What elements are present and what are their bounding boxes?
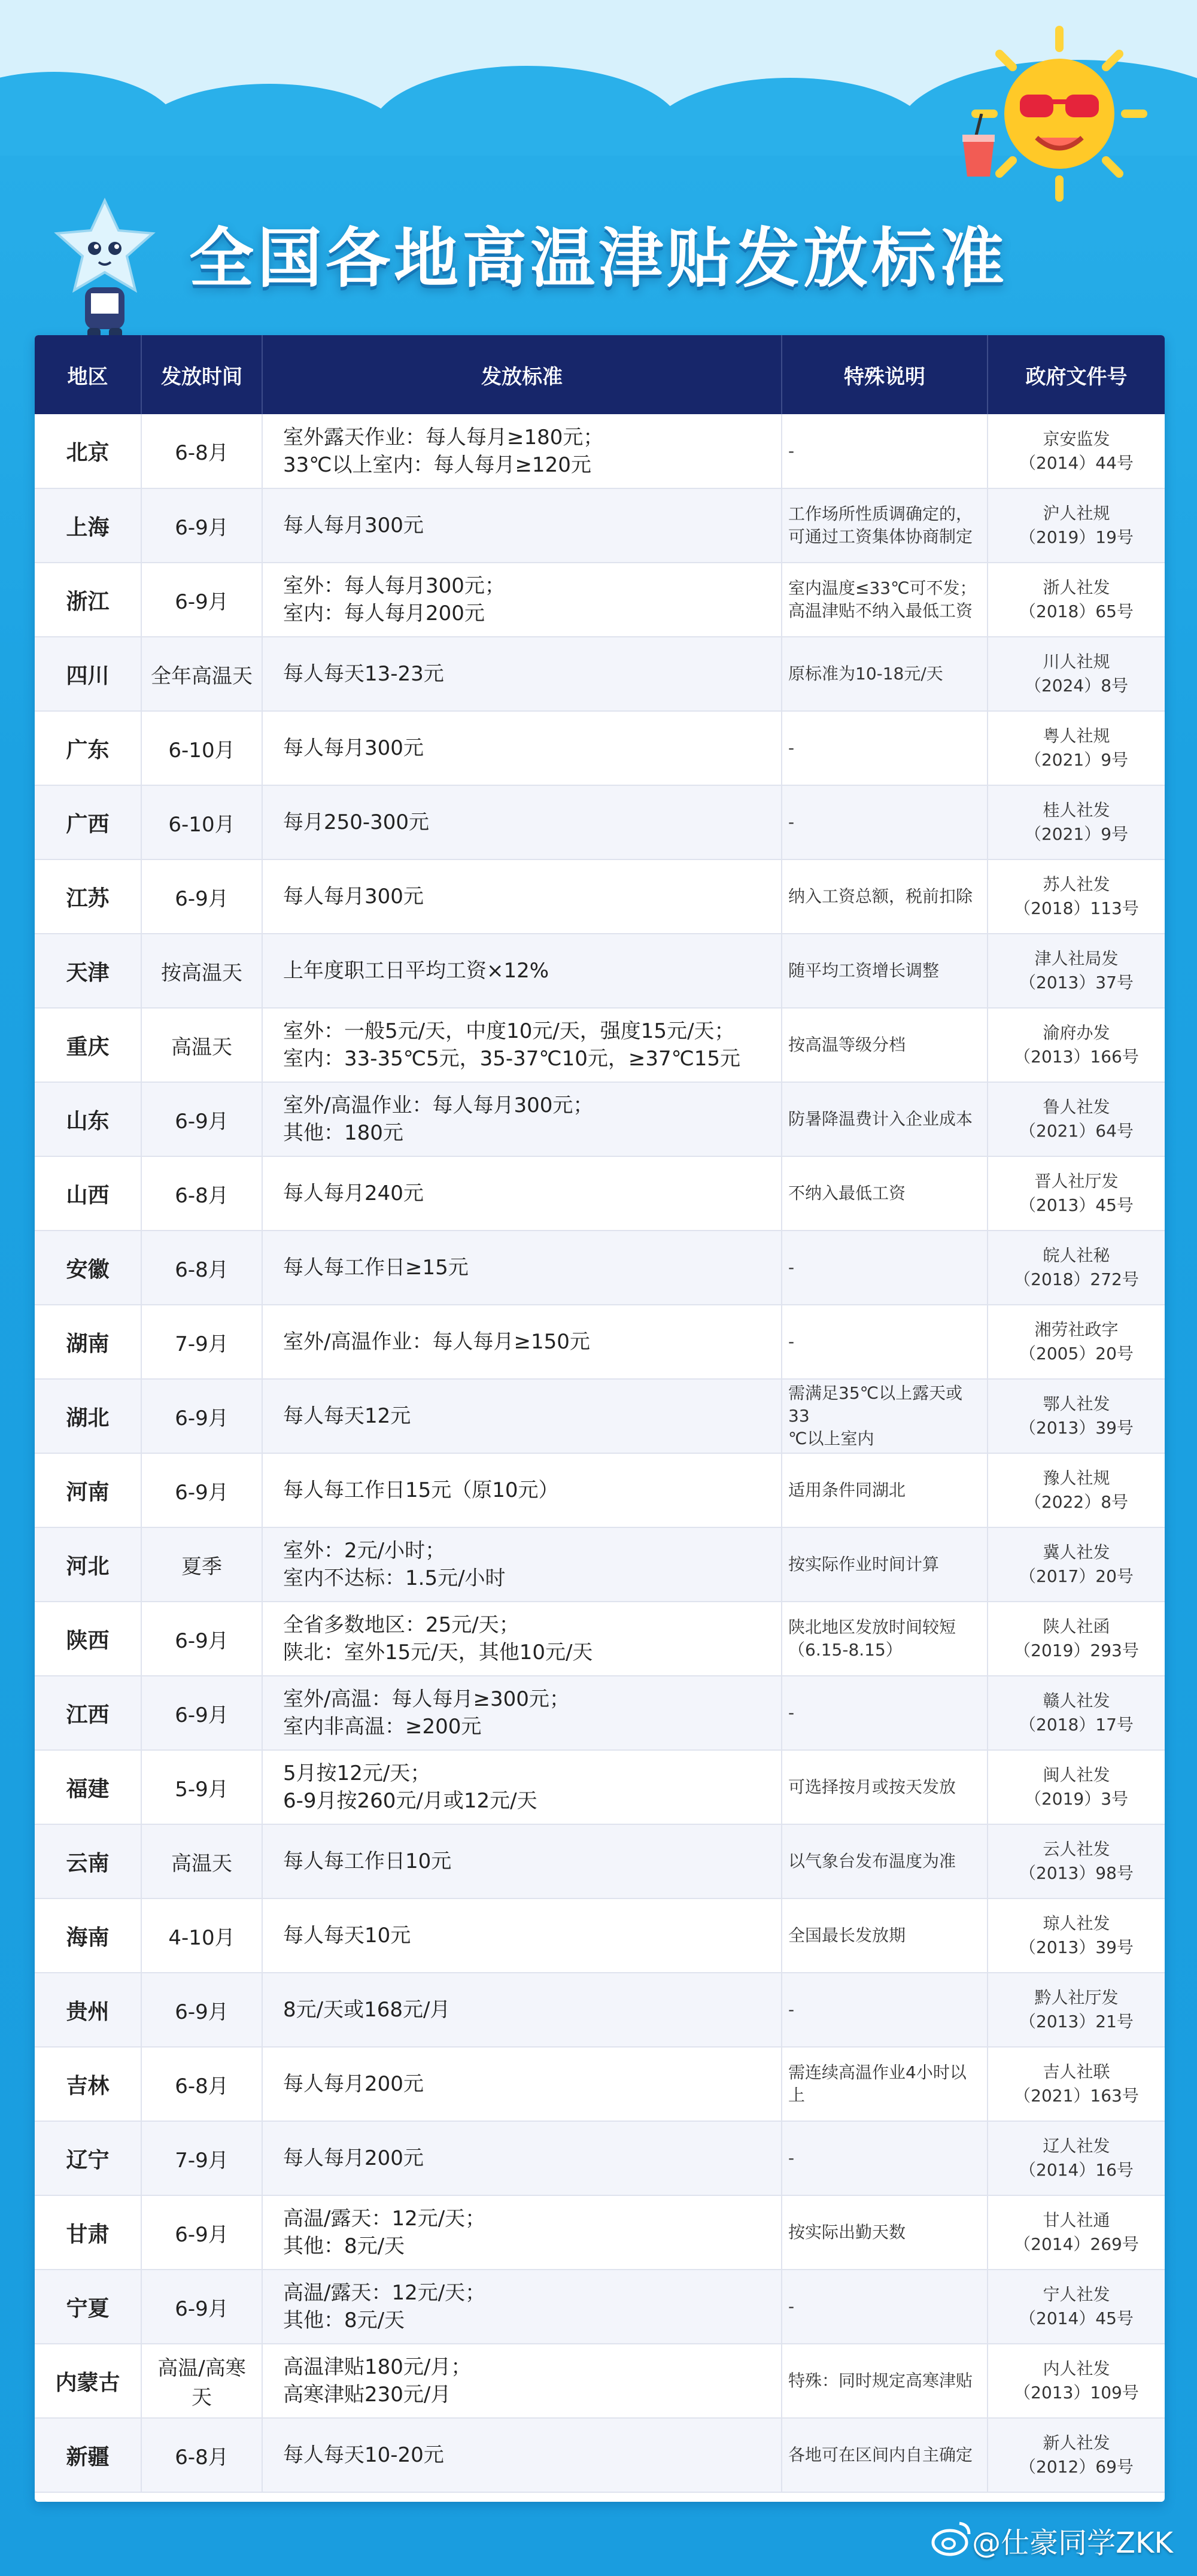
column-header-doc: 政府文件号 [1025, 364, 1128, 389]
column-header-period: 发放时间 [141, 335, 262, 414]
cell-region: 福建 [35, 1750, 141, 1824]
cell-region: 宁夏 [35, 2270, 141, 2344]
cell-region: 河南 [35, 1453, 141, 1527]
cell-standard: 每月250-300元 [262, 785, 782, 859]
subsidy-table [35, 335, 1165, 2493]
cell-standard: 室外/高温作业：每人每月≥150元 [262, 1305, 782, 1379]
cell-note: 特殊：同时规定高寒津贴 [782, 2344, 988, 2418]
cell-region: 重庆 [35, 1008, 141, 1082]
cell-region: 天津 [35, 934, 141, 1008]
cell-region: 海南 [35, 1898, 141, 1973]
table-row [35, 2270, 1165, 2344]
cell-note: 适用条件同湖北 [782, 1453, 988, 1527]
cell-doc: 辽人社发 （2014）16号 [988, 2121, 1165, 2195]
cell-region: 内蒙古 [35, 2344, 141, 2418]
cell-standard: 每人每天10-20元 [262, 2418, 782, 2492]
cell-note: - [782, 711, 988, 785]
cell-standard: 每人每天12元 [262, 1379, 782, 1453]
cell-doc: 浙人社发 （2018）65号 [988, 563, 1165, 637]
cell-region: 山西 [35, 1156, 141, 1231]
weibo-icon [931, 2519, 973, 2557]
cell-note: 原标准为10-18元/天 [782, 637, 988, 711]
cell-note: - [782, 2121, 988, 2195]
cell-doc: 内人社发 （2013）109号 [988, 2344, 1165, 2418]
table-row [35, 1602, 1165, 1676]
cell-region: 陕西 [35, 1602, 141, 1676]
cell-doc: 川人社规 （2024）8号 [988, 637, 1165, 711]
cell-note: 工作场所性质调确定的， 可通过工资集体协商制定 [782, 488, 988, 563]
cell-doc: 皖人社秘 （2018）272号 [988, 1231, 1165, 1305]
table-row [35, 1676, 1165, 1750]
table-row [35, 1082, 1165, 1156]
cell-standard: 每人每工作日15元（原10元） [262, 1453, 782, 1527]
cell-note: - [782, 785, 988, 859]
cell-doc: 赣人社发 （2018）17号 [988, 1676, 1165, 1750]
cell-doc: 琼人社发 （2013）39号 [988, 1898, 1165, 1973]
cell-period: 6-9月 [141, 859, 262, 934]
cell-doc: 苏人社发 （2018）113号 [988, 859, 1165, 934]
column-header-region: 地区 [35, 335, 141, 414]
cell-period: 6-8月 [141, 414, 262, 488]
table-row [35, 2121, 1165, 2195]
cell-note: 不纳入最低工资 [782, 1156, 988, 1231]
cell-note: - [782, 1305, 988, 1379]
table-row [35, 711, 1165, 785]
cell-doc: 渝府办发 （2013）166号 [988, 1008, 1165, 1082]
cell-period: 高温天 [141, 1824, 262, 1898]
cell-doc: 湘劳社政字 （2005）20号 [988, 1305, 1165, 1379]
cell-region: 上海 [35, 488, 141, 563]
cell-note: 以气象台发布温度为准 [782, 1824, 988, 1898]
cell-note: 随平均工资增长调整 [782, 934, 988, 1008]
cell-region: 贵州 [35, 1973, 141, 2047]
cell-standard: 高温/露天：12元/天； 其他：8元/天 [262, 2195, 782, 2270]
cell-period: 5-9月 [141, 1750, 262, 1824]
cell-standard: 每人每天10元 [262, 1898, 782, 1973]
cell-standard: 每人每天13-23元 [262, 637, 782, 711]
cell-region: 江苏 [35, 859, 141, 934]
cell-region: 甘肃 [35, 2195, 141, 2270]
table-row [35, 1750, 1165, 1824]
table-row [35, 2418, 1165, 2492]
cell-note: 按实际出勤天数 [782, 2195, 988, 2270]
cell-period: 6-8月 [141, 2418, 262, 2492]
cell-doc: 甘人社通 （2014）269号 [988, 2195, 1165, 2270]
cell-note: 按高温等级分档 [782, 1008, 988, 1082]
cell-period: 6-9月 [141, 1973, 262, 2047]
cell-region: 广西 [35, 785, 141, 859]
cell-standard: 每人每工作日10元 [262, 1824, 782, 1898]
cell-region: 新疆 [35, 2418, 141, 2492]
cell-period: 6-9月 [141, 1379, 262, 1453]
table-row [35, 1973, 1165, 2047]
cell-standard: 高温津贴180元/月； 高寒津贴230元/月 [262, 2344, 782, 2418]
drink-icon [958, 114, 999, 180]
table-row [35, 1898, 1165, 1973]
cell-period: 6-9月 [141, 1676, 262, 1750]
cell-doc: 陕人社函 （2019）293号 [988, 1602, 1165, 1676]
cell-note: 各地可在区间内自主确定 [782, 2418, 988, 2492]
cell-note: - [782, 1973, 988, 2047]
cell-doc: 豫人社规 （2022）8号 [988, 1453, 1165, 1527]
table-row [35, 2344, 1165, 2418]
table-row [35, 2047, 1165, 2121]
cell-region: 云南 [35, 1824, 141, 1898]
cell-region: 吉林 [35, 2047, 141, 2121]
cell-standard: 每人每月200元 [262, 2047, 782, 2121]
cell-region: 辽宁 [35, 2121, 141, 2195]
cell-standard: 全省多数地区：25元/天； 陕北：室外15元/天，其他10元/天 [262, 1602, 782, 1676]
cell-region: 浙江 [35, 563, 141, 637]
cell-note: 按实际作业时间计算 [782, 1527, 988, 1602]
cell-doc: 晋人社厅发 （2013）45号 [988, 1156, 1165, 1231]
table-row [35, 488, 1165, 563]
cell-doc: 桂人社发 （2021）9号 [988, 785, 1165, 859]
cell-note: 需连续高温作业4小时以上 [782, 2047, 988, 2121]
table-header-row [35, 335, 1165, 414]
table-row [35, 414, 1165, 488]
cell-doc: 新人社发 （2012）69号 [988, 2418, 1165, 2492]
table-body [35, 414, 1165, 2492]
cell-note: 纳入工资总额，税前扣除 [782, 859, 988, 934]
cell-doc: 黔人社厅发 （2013）21号 [988, 1973, 1165, 2047]
cell-region: 广东 [35, 711, 141, 785]
cell-doc: 闽人社发 （2019）3号 [988, 1750, 1165, 1824]
cell-note: - [782, 2270, 988, 2344]
cell-standard: 8元/天或168元/月 [262, 1973, 782, 2047]
table-row [35, 1231, 1165, 1305]
cell-standard: 每人每月300元 [262, 711, 782, 785]
column-header-note: 特殊说明 [782, 335, 988, 414]
table-row [35, 1008, 1165, 1082]
cell-note: - [782, 1676, 988, 1750]
cell-region: 湖南 [35, 1305, 141, 1379]
cell-period: 6-9月 [141, 563, 262, 637]
column-header-standard: 发放标准 [262, 335, 782, 414]
cell-period: 4-10月 [141, 1898, 262, 1973]
cell-period: 6-9月 [141, 1082, 262, 1156]
cell-period: 6-9月 [141, 2195, 262, 2270]
cell-period: 6-10月 [141, 785, 262, 859]
cell-period: 6-8月 [141, 1156, 262, 1231]
table-row [35, 1305, 1165, 1379]
watermark: @仕豪同学ZKK [972, 2526, 1173, 2560]
cell-note: - [782, 1231, 988, 1305]
table-row [35, 1156, 1165, 1231]
cell-standard: 每人每月300元 [262, 488, 782, 563]
table-row [35, 637, 1165, 711]
cell-standard: 室外：2元/小时； 室内不达标：1.5元/小时 [262, 1527, 782, 1602]
table-row [35, 1824, 1165, 1898]
cell-region: 北京 [35, 414, 141, 488]
cell-doc: 鄂人社发 （2013）39号 [988, 1379, 1165, 1453]
cell-period: 6-10月 [141, 711, 262, 785]
cell-note: 全国最长发放期 [782, 1898, 988, 1973]
cell-doc: 宁人社发 （2014）45号 [988, 2270, 1165, 2344]
cell-standard: 5月按12元/天； 6-9月按260元/月或12元/天 [262, 1750, 782, 1824]
cell-period: 夏季 [141, 1527, 262, 1602]
cell-doc: 沪人社规 （2019）19号 [988, 488, 1165, 563]
cell-standard: 室外/高温作业：每人每月300元； 其他：180元 [262, 1082, 782, 1156]
cell-standard: 每人每月240元 [262, 1156, 782, 1231]
table-row [35, 934, 1165, 1008]
cell-doc: 云人社发 （2013）98号 [988, 1824, 1165, 1898]
cell-period: 6-9月 [141, 488, 262, 563]
cell-period: 6-8月 [141, 1231, 262, 1305]
cell-period: 7-9月 [141, 2121, 262, 2195]
cell-doc: 京安监发 （2014）44号 [988, 414, 1165, 488]
cell-standard: 高温/露天：12元/天； 其他：8元/天 [262, 2270, 782, 2344]
table-row [35, 785, 1165, 859]
cell-period: 6-9月 [141, 1453, 262, 1527]
cell-doc: 冀人社发 （2017）20号 [988, 1527, 1165, 1602]
cell-region: 河北 [35, 1527, 141, 1602]
cell-doc: 吉人社联 （2021）163号 [988, 2047, 1165, 2121]
cell-period: 高温天 [141, 1008, 262, 1082]
table-row [35, 2195, 1165, 2270]
cell-doc: 鲁人社发 （2021）64号 [988, 1082, 1165, 1156]
subsidy-table-container [35, 335, 1165, 2502]
cell-note: 陕北地区发放时间较短 （6.15-8.15） [782, 1602, 988, 1676]
cell-period: 6-8月 [141, 2047, 262, 2121]
cell-standard: 室外：每人每月300元； 室内：每人每月200元 [262, 563, 782, 637]
cell-doc: 津人社局发 （2013）37号 [988, 934, 1165, 1008]
cell-period: 6-9月 [141, 2270, 262, 2344]
cell-region: 四川 [35, 637, 141, 711]
cell-note: 室内温度≤33℃可不发； 高温津贴不纳入最低工资 [782, 563, 988, 637]
cell-standard: 每人每工作日≥15元 [262, 1231, 782, 1305]
cell-doc: 粤人社规 （2021）9号 [988, 711, 1165, 785]
cell-period: 全年高温天 [141, 637, 262, 711]
cell-period: 高温/高寒天 [141, 2344, 262, 2418]
cell-standard: 每人每月300元 [262, 859, 782, 934]
cell-note: 需满足35℃以上露天或33 ℃以上室内 [782, 1379, 988, 1453]
cell-region: 江西 [35, 1676, 141, 1750]
table-row [35, 859, 1165, 934]
cell-note: - [782, 414, 988, 488]
table-row [35, 1453, 1165, 1527]
page-title: 全国各地高温津贴发放标准 [189, 221, 1008, 296]
cell-region: 湖北 [35, 1379, 141, 1453]
cell-standard: 室外/高温：每人每月≥300元； 室内非高温：≥200元 [262, 1676, 782, 1750]
cell-period: 6-9月 [141, 1602, 262, 1676]
cell-region: 安徽 [35, 1231, 141, 1305]
cell-region: 山东 [35, 1082, 141, 1156]
table-row [35, 1527, 1165, 1602]
cell-standard: 室外露天作业：每人每月≥180元； 33℃以上室内：每人每月≥120元 [262, 414, 782, 488]
table-row [35, 563, 1165, 637]
cell-note: 可选择按月或按天发放 [782, 1750, 988, 1824]
cell-period: 按高温天 [141, 934, 262, 1008]
cell-standard: 上年度职工日平均工资×12% [262, 934, 782, 1008]
cell-period: 7-9月 [141, 1305, 262, 1379]
table-row [35, 1379, 1165, 1453]
cell-standard: 每人每月200元 [262, 2121, 782, 2195]
cell-standard: 室外：一般5元/天，中度10元/天，强度15元/天； 室内：33-35℃5元，35-37℃10元，≥37℃15元 [262, 1008, 782, 1082]
cell-note: 防暑降温费计入企业成本 [782, 1082, 988, 1156]
